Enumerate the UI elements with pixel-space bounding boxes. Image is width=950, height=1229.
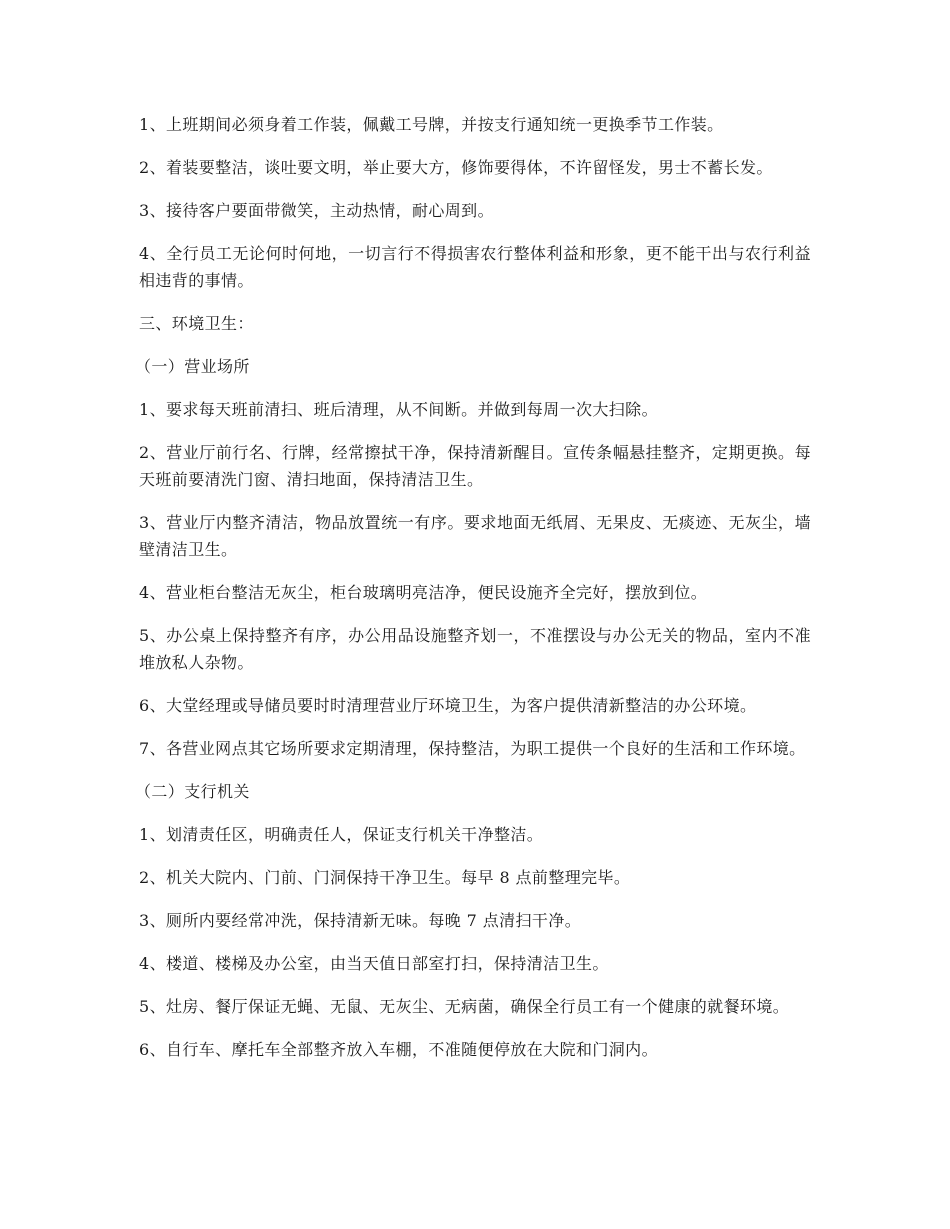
rule-paragraph: 2、营业厅前行名、行牌，经常擦拭干净，保持清新醒目。宣传条幅悬挂整齐，定期更换。每天班前要清洗门窗、清扫地面，保持清洁卫生。 [139,443,811,489]
subsection-heading-branch-office: （二）支行机关 [135,782,250,801]
rule-paragraph: 5、灶房、餐厅保证无蝇、无鼠、无灰尘、无病菌，确保全行员工有一个健康的就餐环境。 [139,997,790,1016]
rule-paragraph: 6、大堂经理或导储员要时时清理营业厅环境卫生，为客户提供清新整洁的办公环境。 [139,696,757,715]
rule-paragraph: 3、营业厅内整齐清洁，物品放置统一有序。要求地面无纸屑、无果皮、无痰迹、无灰尘，墙壁清洁卫生。 [139,513,811,559]
rule-paragraph: 5、办公桌上保持整齐有序，办公用品设施整齐划一，不准摆设与办公无关的物品，室内不准堆放私人杂物。 [139,626,811,672]
rule-paragraph: 4、全行员工无论何时何地，一切言行不得损害农行整体利益和形象，更不能干出与农行利益相违背的事情。 [139,244,811,290]
rule-paragraph: 6、自行车、摩托车全部整齐放入车棚，不准随便停放在大院和门洞内。 [139,1040,658,1059]
subsection-heading-business-premises: （一）营业场所 [135,357,250,376]
rule-paragraph: 7、各营业网点其它场所要求定期清理，保持整洁，为职工提供一个良好的生活和工作环境。 [139,739,806,758]
section-heading-environment: 三、环境卫生： [139,314,254,333]
rule-paragraph: 1、要求每天班前清扫、班后清理，从不间断。并做到每周一次大扫除。 [139,400,658,419]
rule-paragraph: 1、上班期间必须身着工作装，佩戴工号牌，并按支行通知统一更换季节工作装。 [139,115,724,134]
document-body [135,111,811,1079]
rule-paragraph: 2、着装要整洁，谈吐要文明，举止要大方，修饰要得体，不许留怪发，男士不蓄长发。 [139,158,773,177]
rule-paragraph: 1、划清责任区，明确责任人，保证支行机关干净整洁。 [139,825,544,844]
rule-paragraph: 4、楼道、楼梯及办公室，由当天值日部室打扫，保持清洁卫生。 [139,954,609,973]
rule-paragraph: 4、营业柜台整洁无灰尘，柜台玻璃明亮洁净，便民设施齐全完好，摆放到位。 [139,583,708,602]
rule-paragraph: 3、接待客户要面带微笑，主动热情，耐心周到。 [139,201,494,220]
rule-paragraph: 2、机关大院内、门前、门洞保持干净卫生。每早 8 点前整理完毕。 [139,868,631,887]
rule-paragraph: 3、厕所内要经常冲洗，保持清新无味。每晚 7 点清扫干净。 [139,911,582,930]
